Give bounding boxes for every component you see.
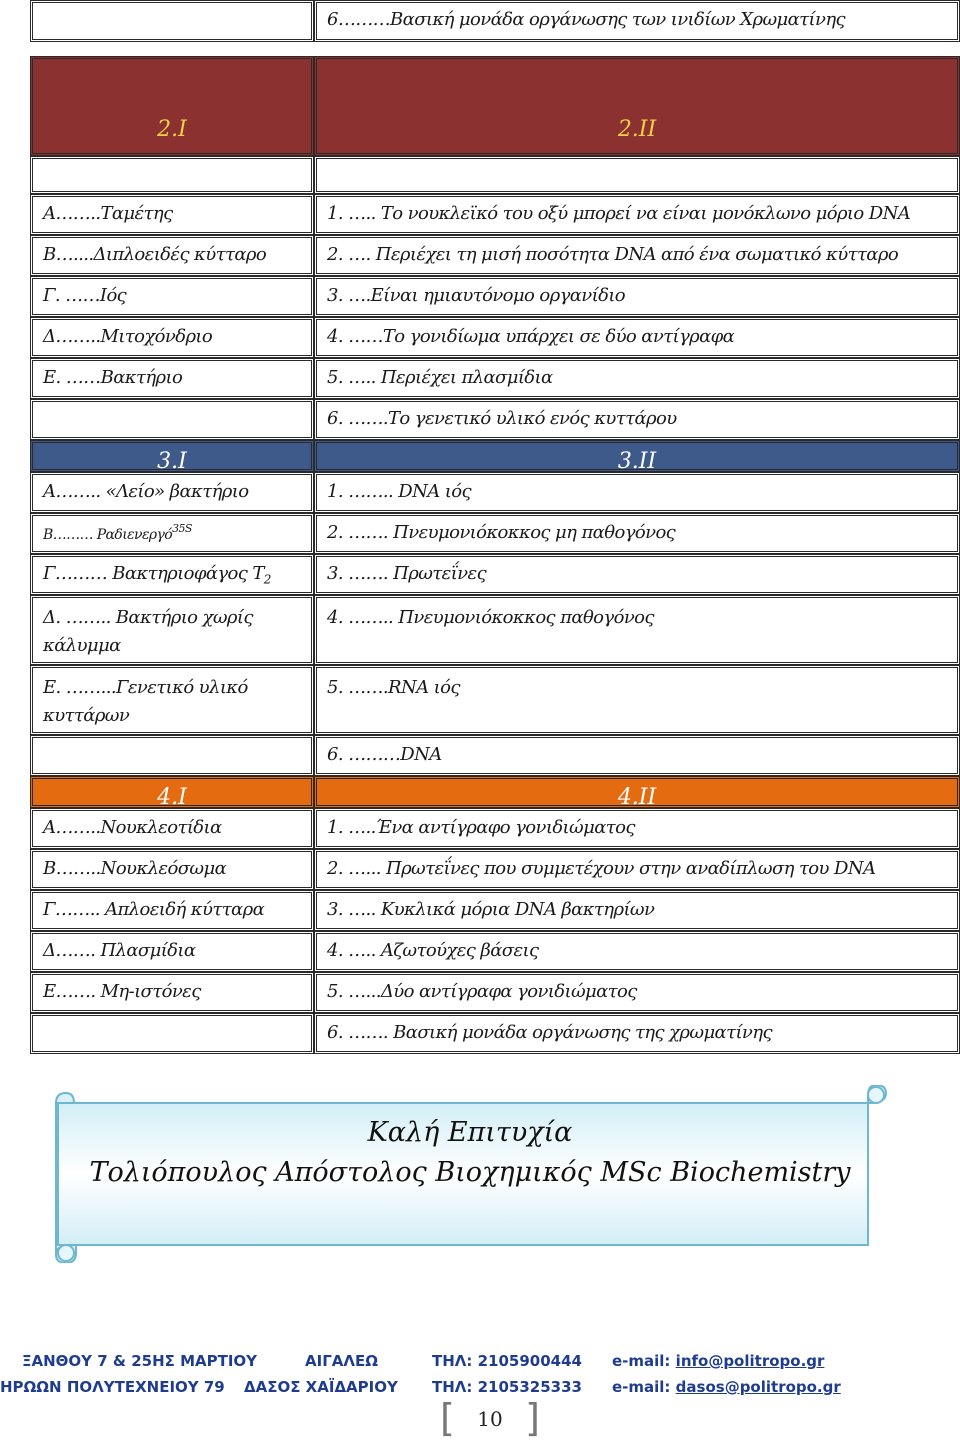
section4-left-item: Α……..Νουκλεοτίδια [30,808,314,849]
section3-left-item [30,554,314,595]
left-bracket-icon: [ [440,1396,455,1440]
section2-prev-item-6: 6………Βασική μονάδα οργάνωσης των ινιδίων Χρωματίνης [314,0,960,42]
section4-right-item: 5. …...Δύο αντίγραφα γονιδιώματος [314,972,960,1013]
section3-header-right: 3.ΙΙ [314,440,960,472]
section4-right-item: 2. …... Πρωτεΐνες που συμμετέχουν στην αναδίπλωση του DNA [314,849,960,890]
section2-left-item: Γ. ……Ιός [30,276,314,317]
page-footer [0,1352,960,1404]
matching-exercise-sheet [30,0,960,1054]
section2-right-item: 1. ….. Το νουκλεϊκό του οξύ μπορεί να είναι μονόκλωνο μόριο DNA [314,194,960,235]
section3-right-item: 3. ……. Πρωτεΐνες [314,554,960,595]
empty-cell [30,735,314,776]
footer-row-aigaleo [0,1352,960,1378]
footer-email-link[interactable]: info@politropo.gr [675,1352,825,1370]
left-item-text: Γ……… Βακτηριοφάγος Τ [43,563,264,584]
footer-area: ΑΙΓΑΛΕΩ [305,1352,378,1370]
empty-cell [30,156,314,194]
section3-right-item: 4. …….. Πνευμονιόκοκκος παθογόνος [314,595,960,665]
section4-left-item: Ε……. Μη-ιστόνες [30,972,314,1013]
left-item-text: Β……… Ραδιενεργό [43,527,173,543]
section3-left-item: Δ. …….. Βακτήριο χωρίς κάλυμμα [30,595,314,665]
section3-right-item: 2. ……. Πνευμονιόκοκκος μη παθογόνος [314,513,960,554]
section3-right-item: 1. …….. DNA ιός [314,472,960,513]
author-line: Τολιόπουλος Απόστολος Βιοχημικός MSc Biochemistry [89,1157,851,1188]
section4-right-item: 1. …..Ένα αντίγραφο γονιδιώματος [314,808,960,849]
section2-left-item: Β…....Διπλοειδές κύτταρο [30,235,314,276]
empty-cell [30,399,314,440]
section2-right-item: 5. ….. Περιέχει πλασμίδια [314,358,960,399]
section2-left-item: Δ……..Μιτοχόνδριο [30,317,314,358]
section4-right-item: 3. ….. Κυκλικά μόρια DNA βακτηρίων [314,890,960,931]
footer-address: ΞΑΝΘΟΥ 7 & 25ΗΣ ΜΑΡΤΙΟΥ [22,1352,258,1370]
good-luck-banner [50,1085,890,1263]
footer-email-label: e-mail: [612,1352,671,1370]
section2-left-item: Ε. ……Βακτήριο [30,358,314,399]
footer-address: ΗΡΩΩΝ ΠΟΛΥΤΕΧΝΕΙΟΥ 79 [0,1378,225,1396]
matching-table [30,0,960,1054]
section2-right-item: 4. ……Το γονιδίωμα υπάρχει σε δύο αντίγραφα [314,317,960,358]
section3-right-item: 6. ………DNA [314,735,960,776]
footer-email-group [612,1378,841,1396]
footer-phone: ΤΗΛ: 2105900444 [432,1352,582,1370]
footer-email-group [612,1352,824,1370]
right-bracket-icon: ] [525,1396,540,1440]
section3-left-item: Ε. ……...Γενετικό υλικό κυττάρων [30,665,314,735]
section3-left-item [30,513,314,554]
page-number-box [440,1398,540,1440]
section4-right-item: 4. ….. Αζωτούχες βάσεις [314,931,960,972]
section4-left-item: Β……..Νουκλεόσωμα [30,849,314,890]
section4-header-left: 4.Ι [30,776,314,808]
isotope-superscript: 35S [172,522,192,535]
footer-email-label: e-mail: [612,1378,671,1396]
section3-header-left: 3.Ι [30,440,314,472]
section2-right-item: 6. …….Το γενετικό υλικό ενός κυττάρου [314,399,960,440]
good-luck-text [50,1113,890,1193]
section4-left-item: Δ……. Πλασμίδια [30,931,314,972]
section3-left-item: Α…….. «Λείο» βακτήριο [30,472,314,513]
section4-left-item: Γ…….. Απλοειδή κύτταρα [30,890,314,931]
section3-right-item: 5. …….RNA ιός [314,665,960,735]
footer-phone: ΤΗΛ: 2105325333 [432,1378,582,1396]
empty-cell [30,0,314,42]
empty-cell [314,156,960,194]
section2-header-left: 2.Ι [30,56,314,156]
section2-right-item: 3. ….Είναι ημιαυτόνομο οργανίδιο [314,276,960,317]
empty-cell [30,1013,314,1054]
page-number: 10 [477,1407,503,1431]
footer-email-link[interactable]: dasos@politropo.gr [675,1378,841,1396]
footer-area: ΔΑΣΟΣ ΧΑΪΔΑΡΙΟΥ [244,1378,398,1396]
section2-left-item: Α……..Ταμέτης [30,194,314,235]
good-luck-line: Καλή Επιτυχία [367,1117,573,1148]
section4-header-right: 4.ΙΙ [314,776,960,808]
phage-subscript: 2 [263,572,271,587]
section2-header-right: 2.ΙΙ [314,56,960,156]
section2-right-item: 2. …. Περιέχει τη μισή ποσότητα DNA από ένα σωματικό κύτταρο [314,235,960,276]
section4-right-item: 6. ……. Βασική μονάδα οργάνωσης της χρωματίνης [314,1013,960,1054]
